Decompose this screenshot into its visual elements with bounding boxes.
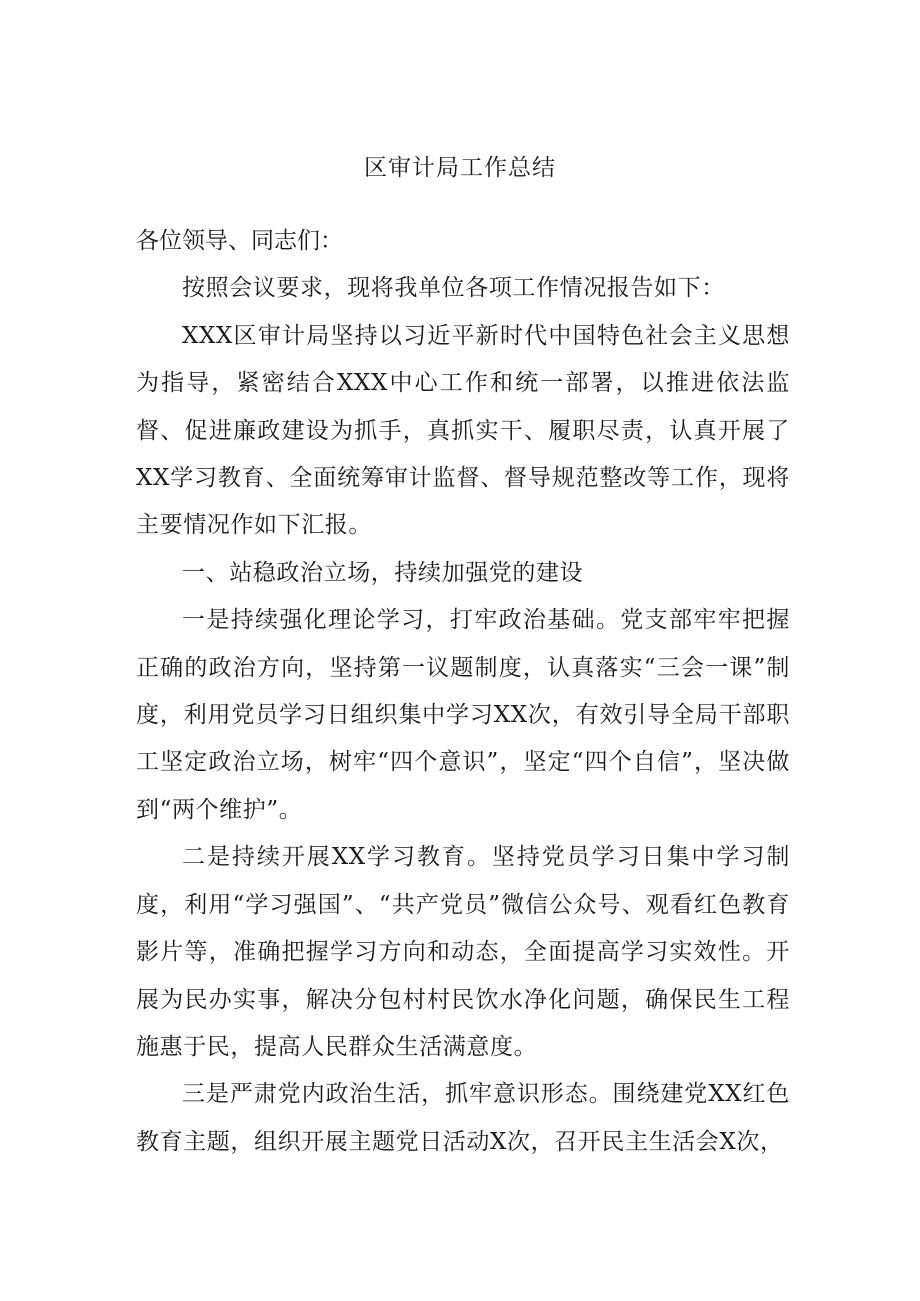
document-body xyxy=(136,218,790,1166)
paragraph-point-2: 二是持续开展XX学习教育。坚持党员学习日集中学习制度，利用“学习强国”、“共产党员”微信公众号、观看红色教育影片等，准确把握学习方向和动态，全面提高学习实效性。开展为民办实事，解决分包村村民饮水净化问题，确保民生工程施惠于民，提高人民群众生活满意度。 xyxy=(136,844,790,1060)
salutation: 各位领导、同志们： xyxy=(136,228,343,254)
paragraph-overview: XXX区审计局坚持以习近平新时代中国特色社会主义思想为指导，紧密结合XXX中心工作和统一部署，以推进依法监督、促进廉政建设为抓手，真抓实干、履职尽责，认真开展了XX学习教育、全面统筹审计监督、督导规范整改等工作，现将主要情况作如下汇报。 xyxy=(136,322,790,539)
paragraph-point-3: 三是严肃党内政治生活，抓牢意识形态。围绕建党XX红色教育主题，组织开展主题党日活动X次，召开民主生活会X次， xyxy=(136,1081,790,1155)
paragraph-point-1: 一是持续强化理论学习，打牢政治基础。党支部牢牢把握正确的政治方向，坚持第一议题制度，认真落实“三会一课”制度，利用党员学习日组织集中学习XX次，有效引导全局干部职工坚定政治立场，树牢“四个意识”，坚定“四个自信”，坚决做到“两个维护”。 xyxy=(136,607,790,823)
paragraph-intro: 按照会议要求，现将我单位各项工作情况报告如下： xyxy=(182,275,725,302)
section-heading-1: 一、站稳政治立场，持续加强党的建设 xyxy=(182,559,584,586)
document-title: 区审计局工作总结 xyxy=(364,155,556,181)
